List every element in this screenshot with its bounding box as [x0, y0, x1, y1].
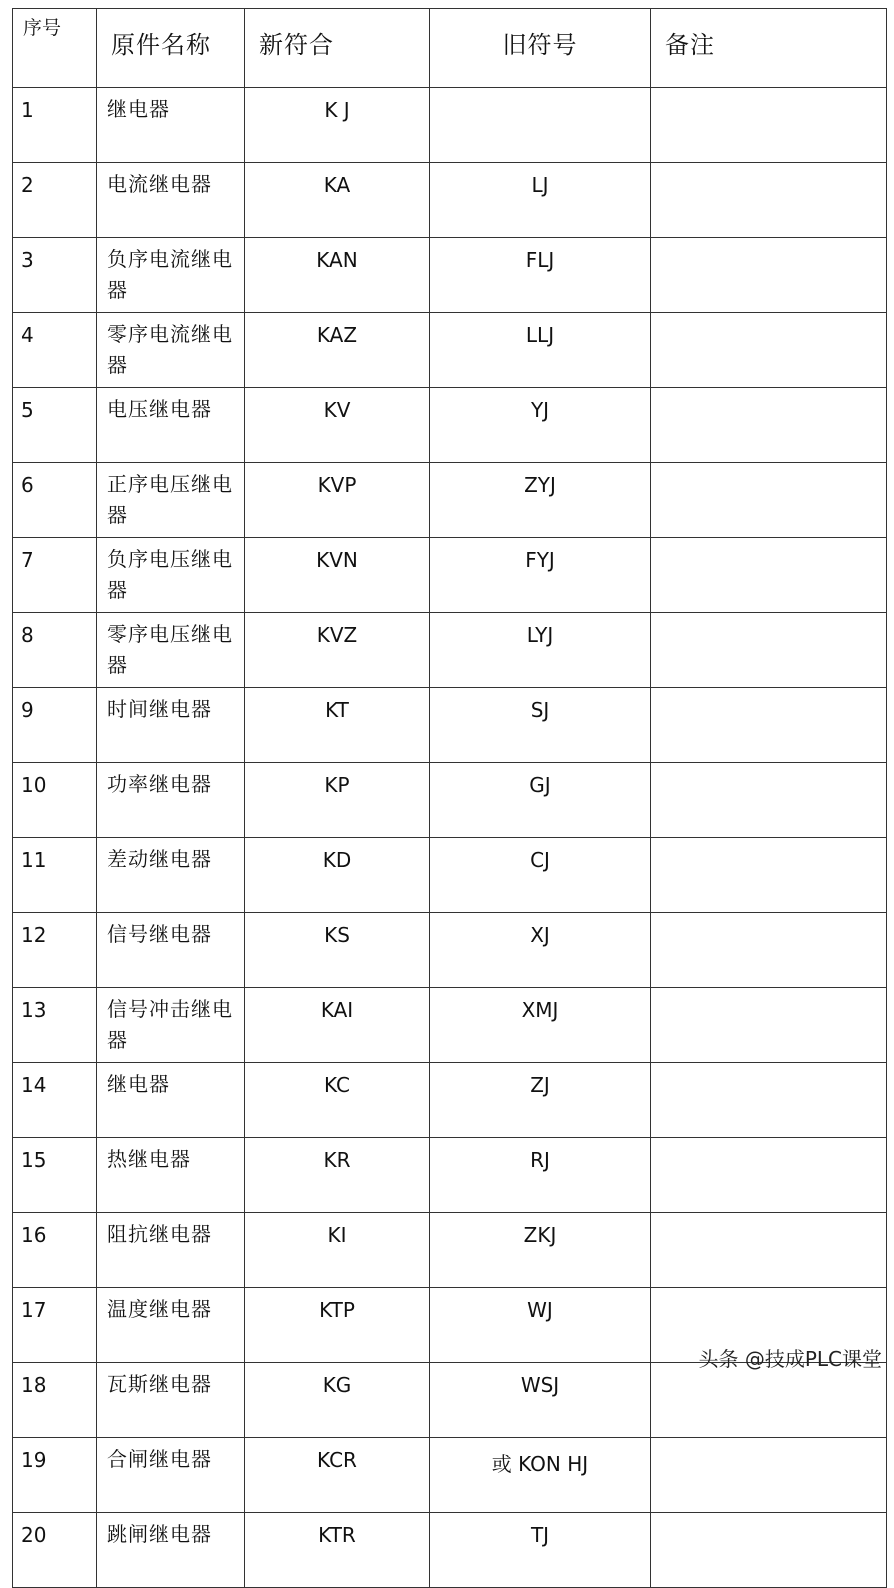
row-old-symbol — [430, 88, 651, 163]
row-new-symbol: K J — [245, 88, 430, 163]
row-new-symbol: KI — [245, 1213, 430, 1288]
row-remark — [651, 1063, 887, 1138]
row-name: 零序电压继电器 — [97, 613, 245, 688]
row-remark — [651, 1138, 887, 1213]
row-old-symbol: TJ — [430, 1513, 651, 1588]
table-row — [13, 1138, 887, 1213]
table-row — [13, 88, 887, 163]
row-remark — [651, 538, 887, 613]
row-old-symbol: LJ — [430, 163, 651, 238]
row-old-symbol: ZKJ — [430, 1213, 651, 1288]
table-row — [13, 238, 887, 313]
row-old-symbol: FLJ — [430, 238, 651, 313]
row-name: 信号继电器 — [97, 913, 245, 988]
table-row — [13, 463, 887, 538]
row-seq: 17 — [13, 1288, 97, 1363]
table-row — [13, 1438, 887, 1513]
row-name: 功率继电器 — [97, 763, 245, 838]
row-remark — [651, 613, 887, 688]
table-row — [13, 988, 887, 1063]
row-new-symbol: KV — [245, 388, 430, 463]
header-seq: 序号 — [13, 9, 97, 88]
row-name: 零序电流继电器 — [97, 313, 245, 388]
row-old-symbol: CJ — [430, 838, 651, 913]
row-name: 正序电压继电器 — [97, 463, 245, 538]
row-seq: 18 — [13, 1363, 97, 1438]
row-old-symbol: LLJ — [430, 313, 651, 388]
row-old-symbol: LYJ — [430, 613, 651, 688]
table-row — [13, 1063, 887, 1138]
row-seq: 11 — [13, 838, 97, 913]
row-seq: 13 — [13, 988, 97, 1063]
row-name: 时间继电器 — [97, 688, 245, 763]
row-new-symbol: KP — [245, 763, 430, 838]
row-remark — [651, 1213, 887, 1288]
header-row — [13, 9, 887, 88]
row-seq: 10 — [13, 763, 97, 838]
row-old-symbol: GJ — [430, 763, 651, 838]
header-new-symbol: 新符合 — [245, 9, 430, 88]
row-remark — [651, 763, 887, 838]
row-new-symbol: KAZ — [245, 313, 430, 388]
table-row — [13, 1213, 887, 1288]
row-name: 继电器 — [97, 1063, 245, 1138]
row-seq: 8 — [13, 613, 97, 688]
row-new-symbol: KTP — [245, 1288, 430, 1363]
row-old-symbol: XMJ — [430, 988, 651, 1063]
row-remark — [651, 463, 887, 538]
row-name: 跳闸继电器 — [97, 1513, 245, 1588]
row-seq: 1 — [13, 88, 97, 163]
table-row — [13, 163, 887, 238]
row-name: 电压继电器 — [97, 388, 245, 463]
row-new-symbol: KS — [245, 913, 430, 988]
row-seq: 12 — [13, 913, 97, 988]
table-row — [13, 913, 887, 988]
row-name: 温度继电器 — [97, 1288, 245, 1363]
table-row — [13, 1363, 887, 1438]
row-remark — [651, 688, 887, 763]
row-remark — [651, 1513, 887, 1588]
row-remark — [651, 163, 887, 238]
row-name: 合闸继电器 — [97, 1438, 245, 1513]
row-name: 负序电流继电器 — [97, 238, 245, 313]
row-old-symbol: ZJ — [430, 1063, 651, 1138]
table-row — [13, 313, 887, 388]
row-name: 信号冲击继电器 — [97, 988, 245, 1063]
table-row — [13, 688, 887, 763]
row-seq: 9 — [13, 688, 97, 763]
row-name: 热继电器 — [97, 1138, 245, 1213]
row-old-symbol: WJ — [430, 1288, 651, 1363]
row-seq: 14 — [13, 1063, 97, 1138]
row-seq: 2 — [13, 163, 97, 238]
row-seq: 3 — [13, 238, 97, 313]
row-name: 差动继电器 — [97, 838, 245, 913]
header-name: 原件名称 — [97, 9, 245, 88]
row-old-symbol: WSJ — [430, 1363, 651, 1438]
row-remark — [651, 1363, 887, 1438]
row-remark — [651, 88, 887, 163]
row-seq: 16 — [13, 1213, 97, 1288]
row-new-symbol: KCR — [245, 1438, 430, 1513]
row-remark — [651, 988, 887, 1063]
row-old-symbol: XJ — [430, 913, 651, 988]
row-new-symbol: KVN — [245, 538, 430, 613]
row-old-symbol: SJ — [430, 688, 651, 763]
row-name: 电流继电器 — [97, 163, 245, 238]
row-new-symbol: KVP — [245, 463, 430, 538]
row-new-symbol: KVZ — [245, 613, 430, 688]
row-name: 瓦斯继电器 — [97, 1363, 245, 1438]
table-row — [13, 838, 887, 913]
table-row — [13, 763, 887, 838]
row-seq: 20 — [13, 1513, 97, 1588]
row-new-symbol: KTR — [245, 1513, 430, 1588]
row-remark — [651, 388, 887, 463]
row-new-symbol: KA — [245, 163, 430, 238]
table-row — [13, 613, 887, 688]
row-old-symbol: FYJ — [430, 538, 651, 613]
table-row — [13, 388, 887, 463]
row-new-symbol: KC — [245, 1063, 430, 1138]
row-remark — [651, 913, 887, 988]
row-old-symbol: ZYJ — [430, 463, 651, 538]
row-seq: 7 — [13, 538, 97, 613]
header-remark: 备注 — [651, 9, 887, 88]
row-seq: 6 — [13, 463, 97, 538]
row-name: 阻抗继电器 — [97, 1213, 245, 1288]
row-seq: 15 — [13, 1138, 97, 1213]
row-new-symbol: KD — [245, 838, 430, 913]
row-new-symbol: KAN — [245, 238, 430, 313]
row-new-symbol: KT — [245, 688, 430, 763]
row-new-symbol: KAI — [245, 988, 430, 1063]
row-remark — [651, 838, 887, 913]
row-remark — [651, 1438, 887, 1513]
table-row — [13, 538, 887, 613]
row-seq: 4 — [13, 313, 97, 388]
row-old-symbol: RJ — [430, 1138, 651, 1213]
row-remark — [651, 238, 887, 313]
row-seq: 19 — [13, 1438, 97, 1513]
row-remark — [651, 313, 887, 388]
row-name: 继电器 — [97, 88, 245, 163]
row-name: 负序电压继电器 — [97, 538, 245, 613]
row-seq: 5 — [13, 388, 97, 463]
header-old-symbol: 旧符号 — [430, 9, 651, 88]
row-new-symbol: KR — [245, 1138, 430, 1213]
row-new-symbol: KG — [245, 1363, 430, 1438]
row-old-symbol: 或 KON HJ — [430, 1438, 651, 1513]
table-row — [13, 1513, 887, 1588]
row-old-symbol: YJ — [430, 388, 651, 463]
watermark: 头条 @技成PLC课堂 — [698, 1347, 882, 1371]
